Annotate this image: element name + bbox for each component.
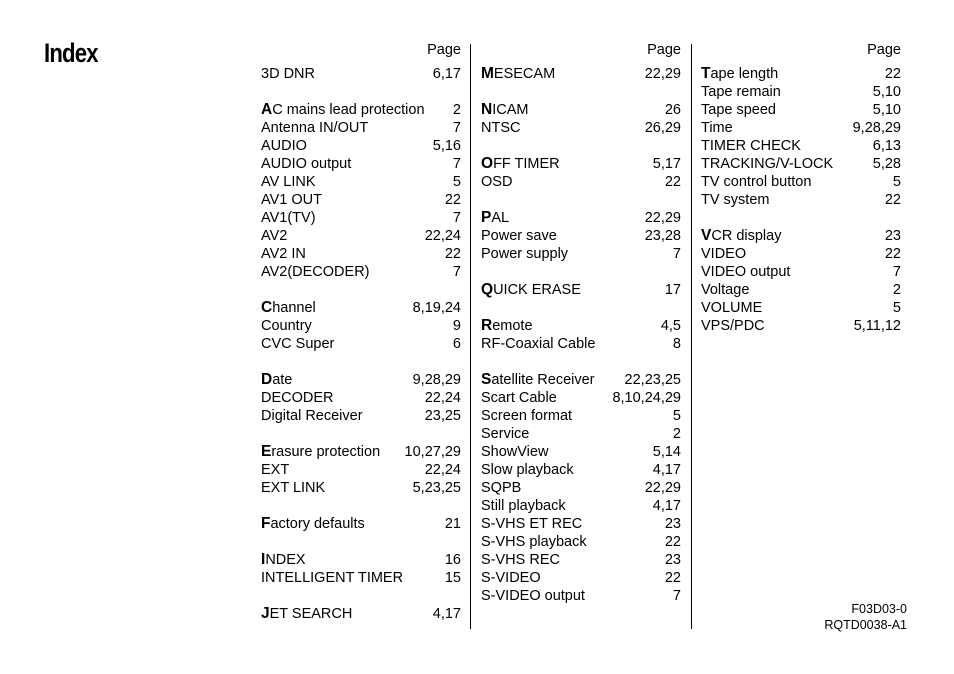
- index-page-numbers: 7: [452, 156, 461, 172]
- index-page-numbers: 5,11,12: [853, 318, 901, 334]
- index-term: [701, 299, 762, 317]
- entry-spacer: [481, 299, 681, 317]
- index-term-label: Antenna IN/OUT: [261, 120, 369, 136]
- index-term: [481, 155, 560, 173]
- index-term-label: ShowView: [481, 444, 549, 460]
- page-column-header: Page: [427, 42, 461, 58]
- index-entry: [701, 281, 901, 299]
- index-entry: [701, 155, 901, 173]
- index-entry: [701, 65, 901, 83]
- index-term: [701, 191, 769, 209]
- index-term: [481, 173, 512, 191]
- index-term-label: FF TIMER: [493, 156, 560, 172]
- index-column-2: [481, 41, 681, 605]
- index-page-numbers: 9,28,29: [412, 372, 461, 388]
- index-term: [701, 173, 811, 191]
- index-term: [261, 335, 334, 353]
- index-entry: [481, 281, 681, 299]
- index-initial-letter: J: [261, 605, 270, 622]
- index-term: [261, 209, 316, 227]
- index-term-label: VIDEO: [701, 246, 747, 262]
- index-page-numbers: 22: [664, 534, 681, 550]
- index-page-numbers: 7: [452, 210, 461, 226]
- index-term-label: EXT LINK: [261, 480, 326, 496]
- index-entry: [701, 137, 901, 155]
- index-entry: [481, 335, 681, 353]
- index-page-numbers: 15: [444, 570, 461, 586]
- index-entry: [481, 551, 681, 569]
- index-entry: [261, 335, 461, 353]
- index-term-label: Service: [481, 426, 530, 442]
- index-page-numbers: 23,25: [424, 408, 461, 424]
- index-term: [481, 245, 568, 263]
- entry-spacer: [481, 83, 681, 101]
- entry-spacer: [481, 353, 681, 371]
- index-term: [481, 209, 509, 227]
- index-term: [261, 137, 307, 155]
- index-initial-letter: T: [701, 65, 711, 82]
- index-entry: [261, 569, 461, 587]
- index-term-label: AUDIO: [261, 138, 307, 154]
- index-term: [261, 605, 352, 623]
- index-term-label: ET SEARCH: [269, 606, 353, 622]
- index-initial-letter: Q: [481, 281, 494, 298]
- index-entry: [701, 227, 901, 245]
- index-initial-letter: I: [261, 551, 266, 568]
- index-term-label: AV2(DECODER): [261, 264, 370, 280]
- index-term: [261, 407, 363, 425]
- index-page-numbers: 8: [672, 336, 681, 352]
- index-term: [701, 281, 749, 299]
- index-page-numbers: 5: [892, 300, 901, 316]
- index-term-label: S-VHS REC: [481, 552, 560, 568]
- index-page-numbers: 22,29: [644, 480, 681, 496]
- index-page-numbers: 9,28,29: [852, 120, 901, 136]
- entry-spacer: [701, 209, 901, 227]
- index-term: [261, 65, 315, 83]
- index-page-numbers: 5,10: [872, 102, 901, 118]
- index-page-numbers: 22,24: [424, 228, 461, 244]
- index-page-numbers: 7: [452, 120, 461, 136]
- index-page-numbers: 4,17: [432, 606, 461, 622]
- index-term: [481, 119, 520, 137]
- index-entry: [481, 317, 681, 335]
- index-page-numbers: 5: [452, 174, 461, 190]
- index-entry: [481, 587, 681, 605]
- index-page-numbers: 17: [664, 282, 681, 298]
- index-term: [481, 389, 557, 407]
- index-term: [481, 101, 528, 119]
- index-page-numbers: 5,28: [872, 156, 901, 172]
- entry-spacer: [261, 425, 461, 443]
- index-page-numbers: 5,10: [872, 84, 901, 100]
- index-entry: [481, 389, 681, 407]
- entry-spacer: [261, 533, 461, 551]
- index-initial-letter: S: [481, 371, 492, 388]
- index-term: [481, 569, 541, 587]
- index-initial-letter: N: [481, 101, 493, 118]
- index-entry: [481, 101, 681, 119]
- index-page-numbers: 23: [664, 516, 681, 532]
- page-title: Index: [44, 38, 98, 68]
- index-term-label: ESECAM: [493, 66, 556, 82]
- index-page-numbers: 26,29: [644, 120, 681, 136]
- index-entry: [481, 515, 681, 533]
- index-entry: [481, 479, 681, 497]
- index-page-numbers: 5,17: [652, 156, 681, 172]
- index-entry: [261, 155, 461, 173]
- entry-spacer: [481, 191, 681, 209]
- index-term-label: Screen format: [481, 408, 573, 424]
- index-entry: [481, 443, 681, 461]
- index-entry: [481, 209, 681, 227]
- index-page-numbers: 5: [672, 408, 681, 424]
- index-entry: [481, 65, 681, 83]
- index-term: [261, 479, 325, 497]
- index-page-numbers: 22: [664, 570, 681, 586]
- index-term: [481, 425, 529, 443]
- index-entry: [701, 191, 901, 209]
- index-term: [701, 155, 833, 173]
- index-entry: [261, 299, 461, 317]
- index-term-label: Power save: [481, 228, 557, 244]
- index-page-numbers: 22: [444, 192, 461, 208]
- index-term-label: EXT: [261, 462, 290, 478]
- index-entry: [261, 137, 461, 155]
- index-entry: [261, 389, 461, 407]
- index-term-label: RF-Coaxial Cable: [481, 336, 596, 352]
- footer-code-1: F03D03-0: [851, 602, 907, 616]
- index-term: [261, 443, 380, 461]
- index-term-label: S-VIDEO output: [481, 588, 585, 604]
- index-term: [261, 299, 316, 317]
- index-term: [481, 461, 574, 479]
- index-term-label: TIMER CHECK: [701, 138, 801, 154]
- index-term-label: AL: [491, 210, 510, 226]
- index-term-label: AUDIO output: [261, 156, 352, 172]
- index-entry: [481, 227, 681, 245]
- index-term: [481, 479, 521, 497]
- entry-spacer: [261, 83, 461, 101]
- index-term: [481, 227, 557, 245]
- index-term-label: AV2 IN: [261, 246, 306, 262]
- index-term: [701, 245, 746, 263]
- index-term-label: Power supply: [481, 246, 569, 262]
- index-page-numbers: 5,23,25: [412, 480, 461, 496]
- index-entry: [481, 371, 681, 389]
- index-entry: [261, 65, 461, 83]
- index-term: [481, 281, 581, 299]
- index-page-numbers: 10,27,29: [404, 444, 461, 460]
- index-page-numbers: 16: [444, 552, 461, 568]
- index-entry: [481, 533, 681, 551]
- index-entry: [261, 317, 461, 335]
- index-entry: [701, 101, 901, 119]
- index-term-label: VIDEO output: [701, 264, 791, 280]
- index-term: [701, 317, 765, 335]
- entry-spacer: [481, 137, 681, 155]
- index-entry: [481, 173, 681, 191]
- index-entry: [261, 407, 461, 425]
- footer-codes: [824, 601, 907, 633]
- index-entry: [261, 551, 461, 569]
- index-term-label: actory defaults: [270, 516, 365, 532]
- index-term: [701, 101, 776, 119]
- index-term: [481, 335, 595, 353]
- index-term: [261, 461, 289, 479]
- index-page-numbers: 6: [452, 336, 461, 352]
- index-page-numbers: 23: [884, 228, 901, 244]
- index-entry: [261, 101, 461, 119]
- index-term-label: Time: [701, 120, 733, 136]
- index-column-3: [701, 41, 901, 335]
- index-term-label: UICK ERASE: [493, 282, 581, 298]
- index-term-label: S-VHS ET REC: [481, 516, 583, 532]
- index-initial-letter: F: [261, 515, 271, 532]
- index-term: [261, 191, 322, 209]
- index-term: [481, 533, 587, 551]
- index-page-numbers: 22: [884, 66, 901, 82]
- index-entry: [261, 245, 461, 263]
- index-term: [261, 389, 334, 407]
- index-term: [261, 227, 287, 245]
- index-term-label: SQPB: [481, 480, 522, 496]
- index-term-label: 3D DNR: [261, 66, 315, 82]
- index-term: [261, 371, 292, 389]
- index-page-numbers: 4,17: [652, 462, 681, 478]
- index-entry: [701, 173, 901, 191]
- index-term: [261, 245, 306, 263]
- index-page-numbers: 2: [452, 102, 461, 118]
- column-divider: [691, 44, 692, 629]
- index-page-numbers: 7: [672, 588, 681, 604]
- index-entry: [481, 407, 681, 425]
- index-page-numbers: 26: [664, 102, 681, 118]
- index-entry: [701, 83, 901, 101]
- index-entry: [261, 173, 461, 191]
- index-page-numbers: 6,17: [432, 66, 461, 82]
- index-term-label: VPS/PDC: [701, 318, 765, 334]
- column-divider: [470, 44, 471, 629]
- index-term: [701, 263, 790, 281]
- index-page-numbers: 4,5: [660, 318, 681, 334]
- index-entry: [701, 317, 901, 335]
- index-term: [481, 497, 566, 515]
- index-term-label: ape length: [710, 66, 779, 82]
- index-initial-letter: A: [261, 101, 273, 118]
- index-term: [701, 119, 733, 137]
- index-entry: [261, 263, 461, 281]
- page-column-header: Page: [867, 42, 901, 58]
- index-term-label: S-VIDEO: [481, 570, 541, 586]
- index-entry: [481, 155, 681, 173]
- index-term-label: TV system: [701, 192, 770, 208]
- index-page-numbers: 7: [452, 264, 461, 280]
- entry-spacer: [481, 263, 681, 281]
- index-entry: [481, 497, 681, 515]
- index-term: [261, 101, 425, 119]
- index-term: [261, 317, 312, 335]
- index-column-1: [261, 41, 461, 623]
- index-term: [481, 407, 572, 425]
- index-term-label: Tape remain: [701, 84, 781, 100]
- index-page-numbers: 8,10,24,29: [612, 390, 681, 406]
- index-entry: [261, 443, 461, 461]
- index-entry: [261, 209, 461, 227]
- index-term: [261, 155, 351, 173]
- index-page-numbers: 22: [884, 246, 901, 262]
- index-page-numbers: 22,23,25: [624, 372, 681, 388]
- index-term-label: C mains lead protection: [272, 102, 425, 118]
- index-page-numbers: 2: [672, 426, 681, 442]
- index-term-label: CR display: [711, 228, 782, 244]
- index-term: [701, 227, 781, 245]
- index-term: [701, 137, 801, 155]
- index-page-numbers: 5,16: [432, 138, 461, 154]
- index-term-label: INTELLIGENT TIMER: [261, 570, 404, 586]
- entry-spacer: [261, 587, 461, 605]
- page-column-header: Page: [647, 42, 681, 58]
- index-page-numbers: 4,17: [652, 498, 681, 514]
- index-term-label: Country: [261, 318, 312, 334]
- index-term: [481, 587, 585, 605]
- index-term-label: Voltage: [701, 282, 750, 298]
- index-page-numbers: 7: [672, 246, 681, 262]
- index-term-label: VOLUME: [701, 300, 763, 316]
- index-page-numbers: 22: [664, 174, 681, 190]
- index-term: [481, 515, 582, 533]
- index-page-numbers: 5: [892, 174, 901, 190]
- index-page-numbers: 22: [884, 192, 901, 208]
- index-entry: [701, 245, 901, 263]
- index-term: [261, 263, 370, 281]
- entry-spacer: [261, 497, 461, 515]
- index-term-label: emote: [492, 318, 533, 334]
- index-term-label: ate: [272, 372, 293, 388]
- index-page-numbers: 22: [444, 246, 461, 262]
- index-entry: [261, 119, 461, 137]
- index-term-label: AV1 OUT: [261, 192, 322, 208]
- index-page-numbers: 2: [892, 282, 901, 298]
- index-entry: [481, 425, 681, 443]
- index-term-label: AV1(TV): [261, 210, 316, 226]
- index-entry: [481, 245, 681, 263]
- index-term: [481, 443, 548, 461]
- index-term-label: TRACKING/V-LOCK: [701, 156, 834, 172]
- index-page-numbers: 23: [664, 552, 681, 568]
- index-entry: [701, 119, 901, 137]
- index-term: [261, 173, 316, 191]
- index-page-numbers: 8,19,24: [412, 300, 461, 316]
- index-term-label: CVC Super: [261, 336, 335, 352]
- index-term-label: NTSC: [481, 120, 521, 136]
- index-term-label: S-VHS playback: [481, 534, 587, 550]
- index-entry: [701, 263, 901, 281]
- index-page-numbers: 7: [892, 264, 901, 280]
- index-term-label: hannel: [272, 300, 316, 316]
- index-initial-letter: P: [481, 209, 492, 226]
- index-term-label: rasure protection: [271, 444, 381, 460]
- index-term: [481, 551, 560, 569]
- footer-code-2: RQTD0038-A1: [824, 618, 907, 632]
- index-entry: [261, 605, 461, 623]
- index-entry: [481, 569, 681, 587]
- index-term-label: Tape speed: [701, 102, 776, 118]
- index-page-numbers: 22,24: [424, 462, 461, 478]
- entry-spacer: [261, 353, 461, 371]
- index-term: [261, 569, 403, 587]
- index-term-label: Scart Cable: [481, 390, 557, 406]
- index-term-label: atellite Receiver: [491, 372, 595, 388]
- index-entry: [261, 371, 461, 389]
- index-term-label: DECODER: [261, 390, 334, 406]
- index-initial-letter: O: [481, 155, 494, 172]
- index-entry: [261, 479, 461, 497]
- index-initial-letter: E: [261, 443, 272, 460]
- index-term-label: NDEX: [265, 552, 306, 568]
- index-term-label: AV2: [261, 228, 288, 244]
- index-term: [261, 515, 365, 533]
- entry-spacer: [261, 281, 461, 299]
- index-page-numbers: 21: [444, 516, 461, 532]
- index-entry: [701, 299, 901, 317]
- index-page-numbers: 23,28: [644, 228, 681, 244]
- index-page-numbers: 22,24: [424, 390, 461, 406]
- index-initial-letter: M: [481, 65, 494, 82]
- index-entry: [481, 461, 681, 479]
- index-term: [481, 317, 533, 335]
- index-initial-letter: D: [261, 371, 273, 388]
- index-initial-letter: C: [261, 299, 273, 316]
- index-entry: [261, 227, 461, 245]
- index-initial-letter: R: [481, 317, 493, 334]
- index-term-label: Slow playback: [481, 462, 574, 478]
- index-page-numbers: 22,29: [644, 210, 681, 226]
- index-term-label: AV LINK: [261, 174, 316, 190]
- index-term: [701, 83, 781, 101]
- index-page-numbers: 6,13: [872, 138, 901, 154]
- index-term: [261, 119, 368, 137]
- index-term: [481, 65, 555, 83]
- index-term: [701, 65, 778, 83]
- index-page-numbers: 5,14: [652, 444, 681, 460]
- index-entry: [261, 515, 461, 533]
- index-entry: [261, 461, 461, 479]
- index-page-numbers: 22,29: [644, 66, 681, 82]
- index-term: [261, 551, 306, 569]
- index-initial-letter: V: [701, 227, 712, 244]
- index-term: [481, 371, 595, 389]
- index-term-label: TV control button: [701, 174, 812, 190]
- index-entry: [481, 119, 681, 137]
- index-entry: [261, 191, 461, 209]
- index-term-label: Digital Receiver: [261, 408, 363, 424]
- index-page-numbers: 9: [452, 318, 461, 334]
- index-term-label: Still playback: [481, 498, 566, 514]
- index-term-label: OSD: [481, 174, 513, 190]
- index-term-label: ICAM: [492, 102, 529, 118]
